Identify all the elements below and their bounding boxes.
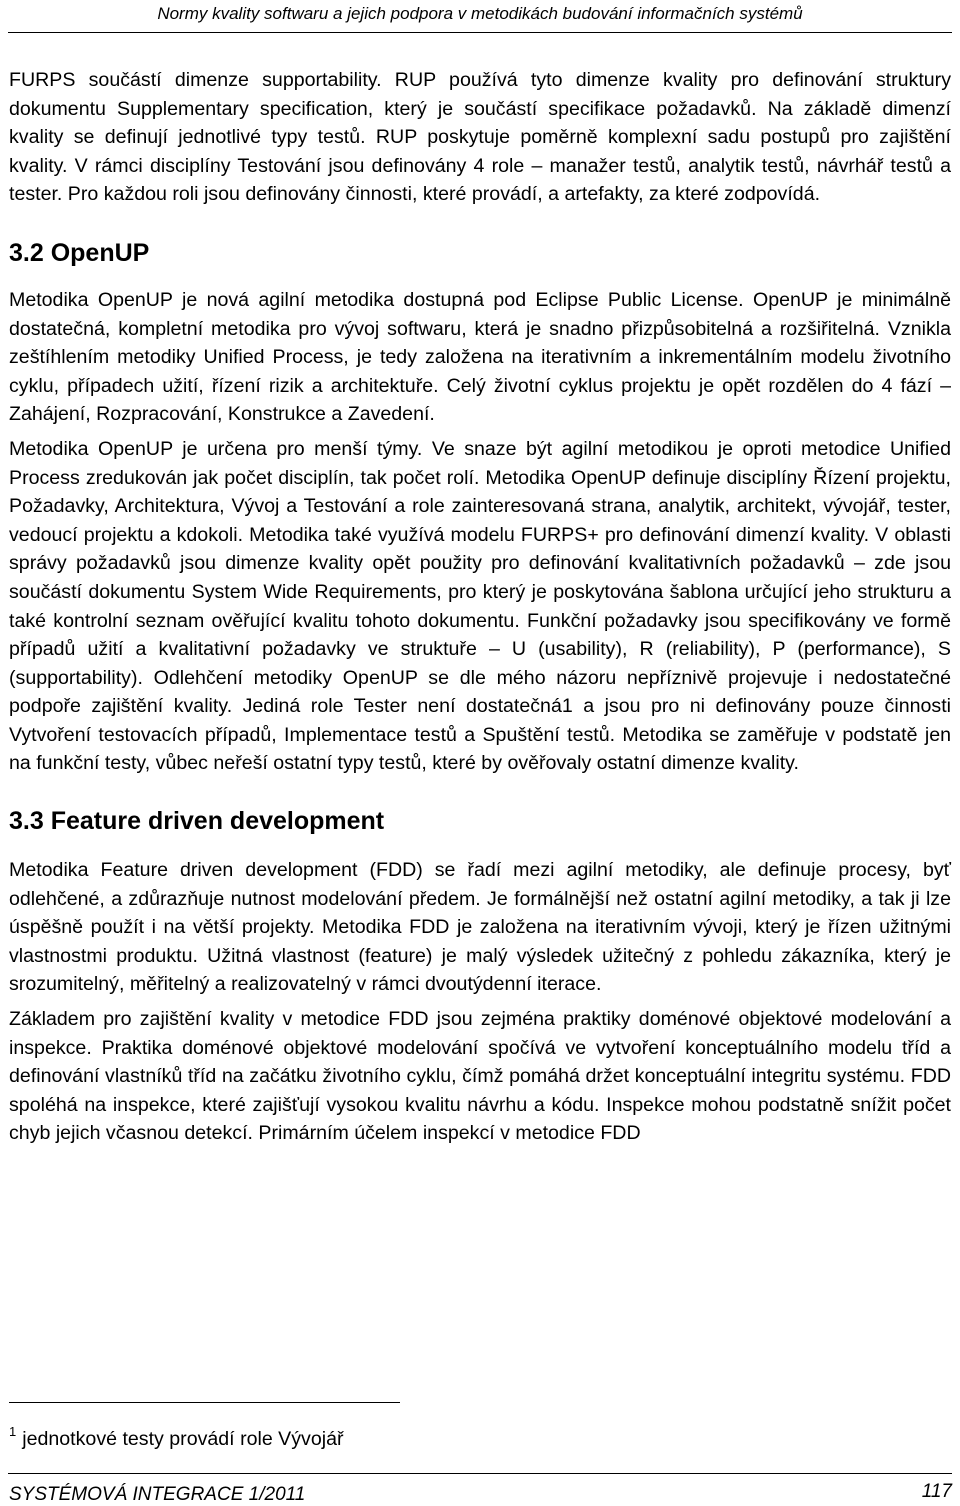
paragraph-openup-2-part2: a jsou pro ni definovány pouze činnosti Vytvoření testovacích případů, Implementace testů a Spuštění testů. Metodika se zaměřuje v podstatě jen na funkční testy, vůbec neřeší ostatní typy testů, které by ověřovaly ostatní dimenze kvality. [9, 695, 951, 775]
footer-journal-title: SYSTÉMOVÁ INTEGRACE 1/2011 [9, 1484, 306, 1505]
footnote-reference: 1 [561, 695, 573, 718]
section-heading-openup: 3.2 OpenUP [9, 238, 150, 267]
page-number: 117 [921, 1481, 952, 1502]
paragraph-openup-1: Metodika OpenUP je nová agilní metodika dostupná pod Eclipse Public License. OpenUP je minimálně dostatečná, kompletní metodika pro vývoj softwaru, která je snadno přizpůsobitelná a rozšiřitelná. Vznikla zeštíhlením metodiky Unified Process, je tedy založena na iterativním a inkrementálním modelu životního cyklu, případech užití, řízení rizik a architektuře. Celý životní cyklus projektu je opět rozdělen do 4 fází – Zahájení, Rozpracování, Konstrukce a Zavedení. [9, 288, 951, 426]
section-heading-fdd: 3.3 Feature driven development [9, 807, 385, 836]
paragraph-intro: FURPS součástí dimenze supportability. RUP používá tyto dimenze kvality pro definování struktury dokumentu Supplementary specification, který je součástí specifikace požadavků. Na základě dimenzí kvality se definují jednotlivé typy testů. RUP poskytuje poměrně komplexní sadu postupů pro zajištění kvality. V rámci disciplíny Testování jsou definovány 4 role – manažer testů, analytik testů, návrhář testů a tester. Pro každou roli jsou definovány činnosti, které provádí, a artefakty, za které zodpovídá. [9, 69, 951, 206]
paragraph-fdd-1: Metodika Feature driven development (FDD) se řadí mezi agilní metodiky, ale definuje procesy, byť odlehčené, a zdůrazňuje nutnost modelování předem. Je formálnější než ostatní agilní metodiky, a tak ji lze úspěšně použít i na větší projekty. Metodika FDD je založena na iterativním vývoji, který je řízen užitnými vlastnostmi produktu. Užitná vlastnost (feature) je malý výsledek užitečný z pohledu zákazníka, který je srozumitelný, měřitelný a realizovatelný v rámci dvoutýdenní iterace. [9, 859, 951, 996]
footnote-number: 1 [9, 1424, 17, 1439]
footnote [9, 1418, 344, 1453]
paragraph-fdd-2: Základem pro zajištění kvality v metodice FDD jsou zejména praktiky doménové objektové modelování a inspekce. Praktika doménové objektové modelování spočívá ve vytvoření konceptuálního modelu tříd a definování vlastníků tříd na začátku životního cyklu, čímž pomáhá držet konceptuální integritu systému. FDD spoléhá na inspekce, které zajišťují vysokou kvalitu návrhu a kódu. Inspekce mohou podstatně snížit počet chyb jejich včasnou detekcí. Primárním účelem inspekcí v metodice FDD [9, 1008, 951, 1145]
footer-rule [8, 1473, 952, 1474]
page-body [9, 66, 951, 1148]
header-rule [8, 32, 952, 33]
footnote-separator [9, 1402, 400, 1403]
paragraph-openup-2-part1: Metodika OpenUP je určena pro menší týmy. Ve snaze být agilní metodikou je oproti metodice Unified Process zredukován jak počet disciplín, tak počet rolí. Metodika OpenUP definuje disciplíny Řízení projektu, Požadavky, Architektura, Vývoj a Testování a role zainteresovaná strana, analytik, architekt, vývojář, tester, vedoucí projektu a kdokoli. Metodika také využívá modelu FURPS+ pro definování dimenzí kvality. V oblasti správy požadavků jsou dimenze kvality opět použity pro definování kvalitativních požadavků – zde jsou součástí dokumentu System Wide Requirements, pro který je poskytována šablona určující jeho strukturu a také kontrolní seznam ověřující kvalitu tohoto dokumentu. Funkční požadavky jsou specifikovány ve formě případů užití a kvalitativní požadavky ve struktuře – U (usability), R (reliability), P (performance), S (supportability). Odlehčení metodiky OpenUP se dle mého názoru nepříznivě projevuje i nedostatečné podpoře zajištění kvality. Jediná role Tester není dostatečná [9, 437, 951, 718]
footnote-text: jednotkové testy provádí role Vývojář [22, 1428, 344, 1450]
paragraph-openup-2 [9, 435, 951, 778]
running-header: Normy kvality softwaru a jejich podpora v metodikách budování informačních systémů [157, 4, 803, 23]
